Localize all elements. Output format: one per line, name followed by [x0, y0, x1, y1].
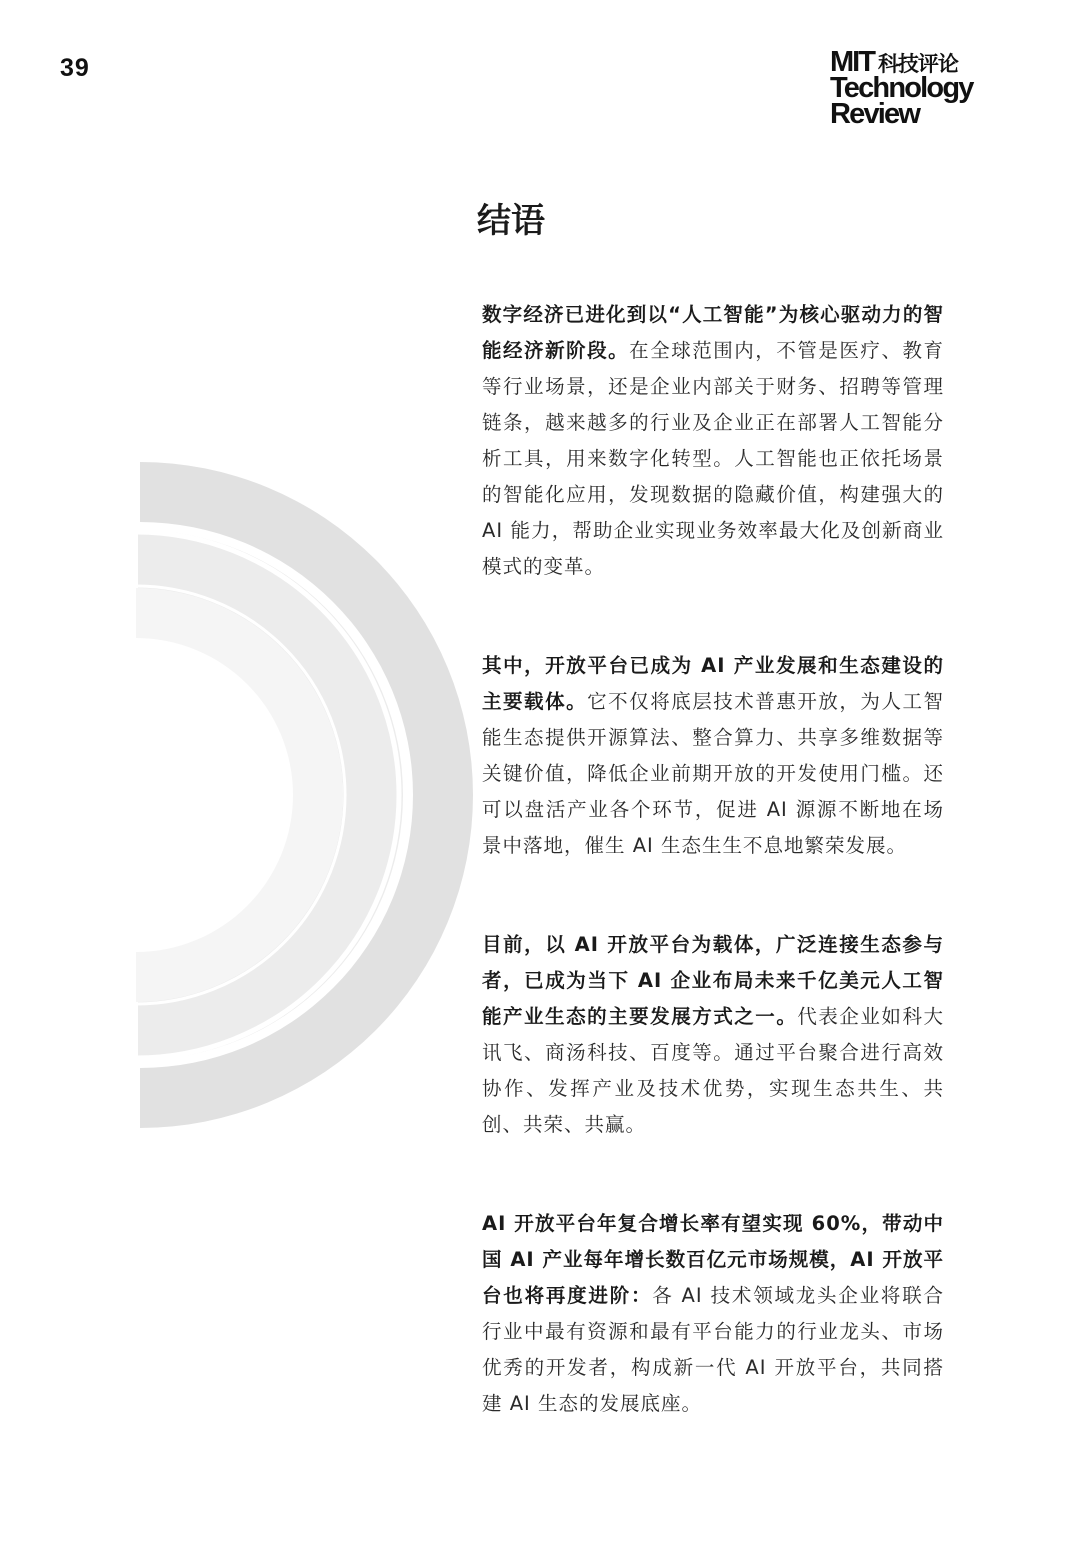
brand-logo	[830, 48, 980, 129]
brand-logo-mit: MIT	[830, 46, 874, 78]
paragraph-4-text: 各 AI 技术领域龙头企业将联合行业中最有资源和最有平台能力的行业龙头、市场优秀的开发者，构成新一代 AI 开放平台，共同搭建 AI 生态的发展底座。	[482, 1284, 944, 1415]
decorative-arcs	[0, 440, 480, 1160]
brand-logo-chinese: 科技评论	[877, 52, 958, 76]
page-number: 39	[60, 54, 90, 82]
paragraph-3	[482, 927, 944, 1143]
paragraph-2	[482, 648, 944, 864]
paragraph-2-lead: 其中，开放平台已成为 AI 产业发展和生态建设的主要载体。	[482, 654, 944, 713]
paragraph-4	[482, 1206, 944, 1422]
paragraph-2-text: 它不仅将底层技术普惠开放，为人工智能生态提供开源算法、整合算力、共享多维数据等关键价值，降低企业前期开放的开发使用门槛。还可以盘活产业各个环节，促进 AI 源源不断地在场景中落地，催生 AI 生态生生不息地繁荣发展。	[482, 690, 944, 857]
paragraph-4-lead: AI 开放平台年复合增长率有望实现 60%，带动中国 AI 产业每年增长数百亿元市场规模，AI 开放平台也将再度进阶：	[482, 1212, 944, 1307]
article-body	[482, 297, 944, 1485]
paragraph-3-text: 代表企业如科大讯飞、商汤科技、百度等。通过平台聚合进行高效协作、发挥产业及技术优势，实现生态共生、共创、共荣、共赢。	[482, 1005, 944, 1136]
paragraph-1-lead: 数字经济已进化到以“人工智能”为核心驱动力的智能经济新阶段。	[482, 303, 944, 362]
brand-logo-technology: Technology	[830, 72, 973, 104]
section-title: 结语	[477, 201, 545, 241]
paragraph-1-text: 在全球范围内，不管是医疗、教育等行业场景，还是企业内部关于财务、招聘等管理链条，越来越多的行业及企业正在部署人工智能分析工具，用来数字化转型。人工智能也正依托场景的智能化应用，发现数据的隐藏价值，构建强大的 AI 能力，帮助企业实现业务效率最大化及创新商业模式的变革。	[482, 339, 944, 578]
paragraph-3-lead: 目前，以 AI 开放平台为载体，广泛连接生态参与者，已成为当下 AI 企业布局未来千亿美元人工智能产业生态的主要发展方式之一。	[482, 933, 944, 1028]
paragraph-1	[482, 297, 944, 585]
brand-logo-review: Review	[830, 98, 920, 130]
